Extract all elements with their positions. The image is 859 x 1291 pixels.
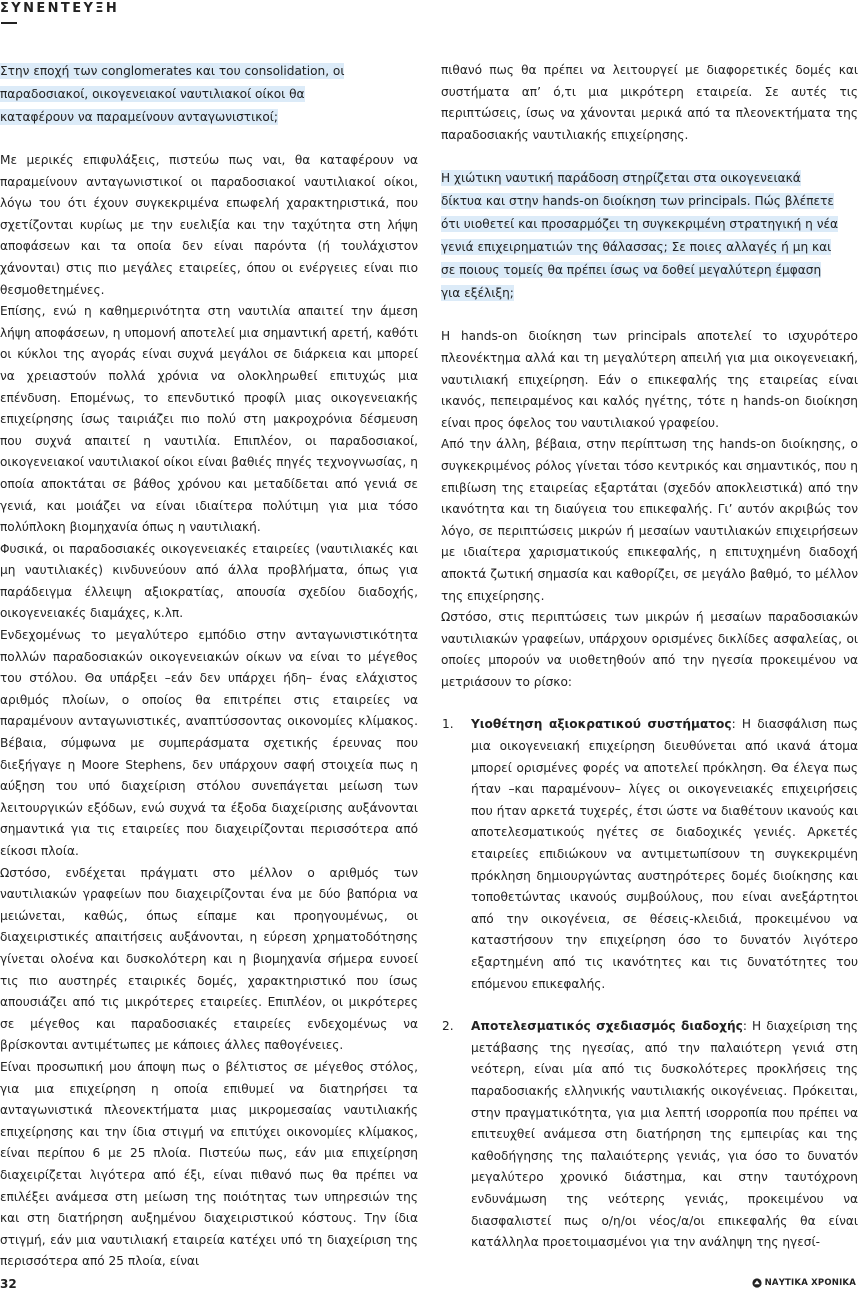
question-1	[0, 60, 370, 129]
list-item-text: : Η διασφάλιση πως μια οικογενειακή επιχείρηση διευθύνεται από ικανά άτομα μπορεί ορισμένες φορές να αποτελεί πρόκληση. Θα έλεγα πως ήταν –και παραμένουν– λίγες οι οικογενειακές επιχειρήσεις που ήταν αρκετά τυχερές, έτσι ώστε να διαθέτουν ικανούς και αποτελεσματικούς ηγέτες σε διαδοχικές γενιές. Αρκετές εταιρείες επιδιώκουν να αντιμετωπίσουν τη συγκεκριμένη πρόκληση δημιουργώντας αυστηρότερες δομές διοίκησης και τοποθετώντας ικανούς συμβούλους, που είναι ανεξάρτητοι από την οικογένεια, σε θέσεις-κλειδιά, προκειμένου να καταστήσουν την επιχείρηση όσο το δυνατόν λιγότερο εξαρτημένη από τις ικανότητες και τις δυνατότητες του επόμενου επικεφαλής.	[471, 717, 858, 991]
question-1-text: Στην εποχή των conglomerates και του consolidation, οι παραδοσιακοί, οικογενειακοί ναυτιλιακοί οίκοι θα καταφέρουν να παραμείνουν ανταγωνιστικοί;	[0, 64, 345, 124]
measures-list	[441, 714, 858, 1253]
list-item	[441, 1016, 858, 1254]
list-item-text: : Η διαχείριση της μετάβασης της ηγεσίας, από την παλαιότερη γενιά στη νεότερη, είναι μία από τις δυσκολότερες προκλήσεις της παραδοσιακής ελληνικής ναυτιλιακής οικογένειας. Πρόκειται, στην πραγματικότητα, για μια λεπτή ισορροπία που πρέπει να επιτευχθεί ανάμεσα στη διατήρηση της εμπειρίας και της καθοδήγησης της παλαιότερης γενιάς, για όσο το δυνατόν μεγαλύτερο χρονικό διάστημα, και στην ταυτόχρονη ενδυνάμωση της νεότερης γενιάς, προκειμένου να διασφαλιστεί πως ο/η/οι νέος/α/οι επικεφαλής θα είναι κατάλληλα προετοιμασμένοι για την ανάληψη της ηγεσί-	[471, 1019, 858, 1250]
list-item	[441, 714, 858, 995]
paragraph: Ωστόσο, στις περιπτώσεις των μικρών ή μεσαίων παραδοσιακών ναυτιλιακών γραφείων, υπάρχουν ορισμένες δικλίδες ασφαλείας, οι οποίες μπορούν να υιοθετηθούν από την ηγεσία προκειμένου να μετριάσουν το ρίσκο:	[441, 610, 858, 689]
list-item-title: Υιοθέτηση αξιοκρατικού συστήματος	[471, 717, 732, 732]
paragraph: Η hands-on διοίκηση των principals αποτελεί το ισχυρότερο πλεονέκτημα αλλά και τη μεγαλύτερη απειλή για μια οικογενειακή, ναυτιλιακή επιχείρηση. Εάν ο επικεφαλής της εταιρείας είναι ικανός, πεπειραμένος και καλός ηγέτης, τότε η hands-on διοίκηση είναι προς όφελος του ναυτιλιακού γραφείου.	[441, 329, 858, 430]
question-2-text: Η χιώτικη ναυτική παράδοση στηρίζεται στα οικογενειακά δίκτυα και στην hands-on διοίκηση των principals. Πώς βλέπετε ότι υιοθετεί και προσαρμόζει τη συγκεκριμένη στρατηγική η νέα γενιά επιχειρηματιών της θάλασσας; Σε ποιες αλλαγές ή μη και σε ποιους τομείς θα πρέπει ίσως να δοθεί μεγαλύτερη έμφαση για εξέλιξη;	[441, 171, 839, 301]
section-label: ΣΥΝΕΝΤΕΥΞΗ	[0, 1, 120, 16]
list-number: 2.	[442, 1019, 454, 1034]
left-column	[0, 60, 418, 1273]
right-column	[441, 60, 858, 1254]
paragraph: Ωστόσο, ενδέχεται πράγματι στο μέλλον ο αριθμός των ναυτιλιακών γραφείων που διαχειρίζονται ένα με δύο βαπόρια να μειώνεται, καθώς, όπως είπαμε και προηγουμένως, οι διαχειριστικές απαιτήσεις αυξάνονται, η εύρεση χρηματοδότησης γίνεται ολοένα και δυσκολότερη και η βιομηχανία σήμερα ευνοεί τις πιο αυστηρές εταιρικές δομές, χαρακτηριστικό που ίσως απουσιάζει από τις μικρότερες εταιρείες. Επιπλέον, οι μικρότερες σε μέγεθος και παραδοσιακές εταιρείες ενδεχομένως να βρίσκονται αντιμέτωπες με κάποιες άλλες παθογένειες.	[0, 865, 418, 1053]
brand-logo	[752, 1278, 856, 1288]
paragraph: Με μερικές επιφυλάξεις, πιστεύω πως ναι, θα καταφέρουν να παραμείνουν ανταγωνιστικοί οι παραδοσιακοί ναυτιλιακοί οίκοι, λόγω του ότι έχουν συγκεκριμένα επωφελή χαρακτηριστικά, που σχετίζονται κυρίως με την ευελιξία και την ταχύτητα στη λήψη αποφάσεων και τα οποία δεν είναι παρόντα (ή τουλάχιστον χάνονται) στις πιο μεγάλες εταιρείες, όπου οι ενέργειες είναι πιο θεσμοθετημένες.	[0, 153, 418, 297]
question-2	[441, 167, 841, 305]
paragraph: Φυσικά, οι παραδοσιακές οικογενειακές εταιρείες (ναυτιλιακές και μη ναυτιλιακές) κινδυνεύουν από άλλα προβλήματα, όπως για παράδειγμα έλλειψη αξιοκρατίας, απουσία σχεδίου διαδοχής, οικογενειακές διαμάχες, κ.λπ.	[0, 541, 418, 621]
paragraph: Είναι προσωπική μου άποψη πως ο βέλτιστος σε μέγεθος στόλος, για μια επιχείρηση η οποία επιθυμεί να διατηρήσει τα ανταγωνιστικά πλεονεκτήματα μιας μικρομεσαίας ναυτιλιακής επιχείρησης και την ίδια στιγμή να επιτύχει οικονομίες κλίμακος, είναι περίπου 6 με 25 πλοία. Πιστεύω πως, εάν μια επιχείρηση διαχειρίζεται λιγότερα από έξι, είναι πιθανό πως θα πρέπει να επιλέξει ανάμεσα στη μείωση της ποιότητας των υπηρεσιών της και στη διατήρηση αυξημένου διαχειριστικού κόστους. Την ίδια στιγμή, εάν μια ναυτιλιακή εταιρεία κατέχει υπό τη διαχείριση της περισσότερα από 25 πλοία, είναι	[0, 1059, 418, 1269]
section-rule	[1, 22, 17, 24]
list-number: 1.	[442, 717, 454, 732]
brand-name: ΝΑΥΤΙΚΑ ΧΡΟΝΙΚΑ	[764, 1278, 856, 1288]
brand-logo-icon	[752, 1278, 762, 1288]
paragraph: Από την άλλη, βέβαια, στην περίπτωση της hands-on διοίκησης, ο συγκεκριμένος ρόλος γίνεται τόσο κεντρικός και σημαντικός, που η επιβίωση της εταιρείας εξαρτάται (σχεδόν αποκλειστικά) από την ικανότητα και τη διαύγεια του επικεφαλής. Γι’ αυτόν ακριβώς τον λόγο, σε περιπτώσεις μικρών ή μεσαίων ναυτιλιακών επιχειρήσεων με ιδιαίτερα χαρισματικούς επικεφαλής, η επιτυχημένη διαδοχή αποκτά ζωτική σημασία και καθορίζει, σε μεγάλο βαθμό, το μέλλον της επιχείρησης.	[441, 437, 858, 603]
continuation-paragraph: πιθανό πως θα πρέπει να λειτουργεί με διαφορετικές δομές και συστήματα απ’ ό,τι μια μικρότερη εταιρεία. Σε αυτές τις περιπτώσεις, ίσως να χάνονται μερικά από τα πλεονεκτήματα της παραδοσιακής ναυτιλιακής επιχείρησης.	[441, 63, 858, 142]
page-number: 32	[0, 1277, 17, 1291]
paragraph: Επίσης, ενώ η καθημερινότητα στη ναυτιλία απαιτεί την άμεση λήψη αποφάσεων, η υπομονή αποτελεί μια σημαντική αρετή, καθότι οι κύκλοι της αγοράς είναι συχνά μεγάλοι σε διάρκεια και μπορεί να χρειαστούν πολλά χρόνια να ολοκληρωθεί επιτυχώς μια επένδυση. Επομένως, το επενδυτικό προφίλ μιας οικογενειακής επιχείρησης ίσως ταιριάζει πιο πολύ στη μακροχρόνια δέσμευση που συχνά απαιτεί η ναυτιλία. Επιπλέον, οι παραδοσιακοί, οικογενειακοί ναυτιλιακοί οίκοι είναι βαθιές πηγές τεχνογνωσίας, η οποία αποκτάται σε βάθος χρόνου και μεταδίδεται από γενιά σε γενιά, και μοιάζει να είναι ιδιαίτερα πολύτιμη για μια τόσο πολύπλοκη βιομηχανία όπως η ναυτιλιακή.	[0, 304, 418, 535]
paragraph: Ενδεχομένως το μεγαλύτερο εμπόδιο στην ανταγωνιστικότητα πολλών παραδοσιακών οικογενειακών οίκων να είναι το μέγεθος του στόλου. Θα υπάρξει –εάν δεν υπάρχει ήδη– ένας ελάχιστος αριθμός πλοίων, ο οποίος θα επιτρέπει στις εταιρείες να παραμένουν ανταγωνιστικές, αναπτύσσοντας οικονομίες κλίμακος. Βέβαια, σύμφωνα με συμπεράσματα σχετικής έρευνας που διεξήγαγε η Moore Stephens, δεν υπάρχουν σαφή στοιχεία πως η αύξηση του υπό διαχείριση στόλου συνεπάγεται μείωση των λειτουργικών εξόδων, ενώ συχνά τα έξοδα διαχείρισης αυξάνονται σημαντικά για τις εταιρείες που διαχειρίζονται περισσότερα από είκοσι πλοία.	[0, 628, 418, 858]
list-item-title: Αποτελεσματικός σχεδιασμός διαδοχής	[471, 1019, 743, 1034]
